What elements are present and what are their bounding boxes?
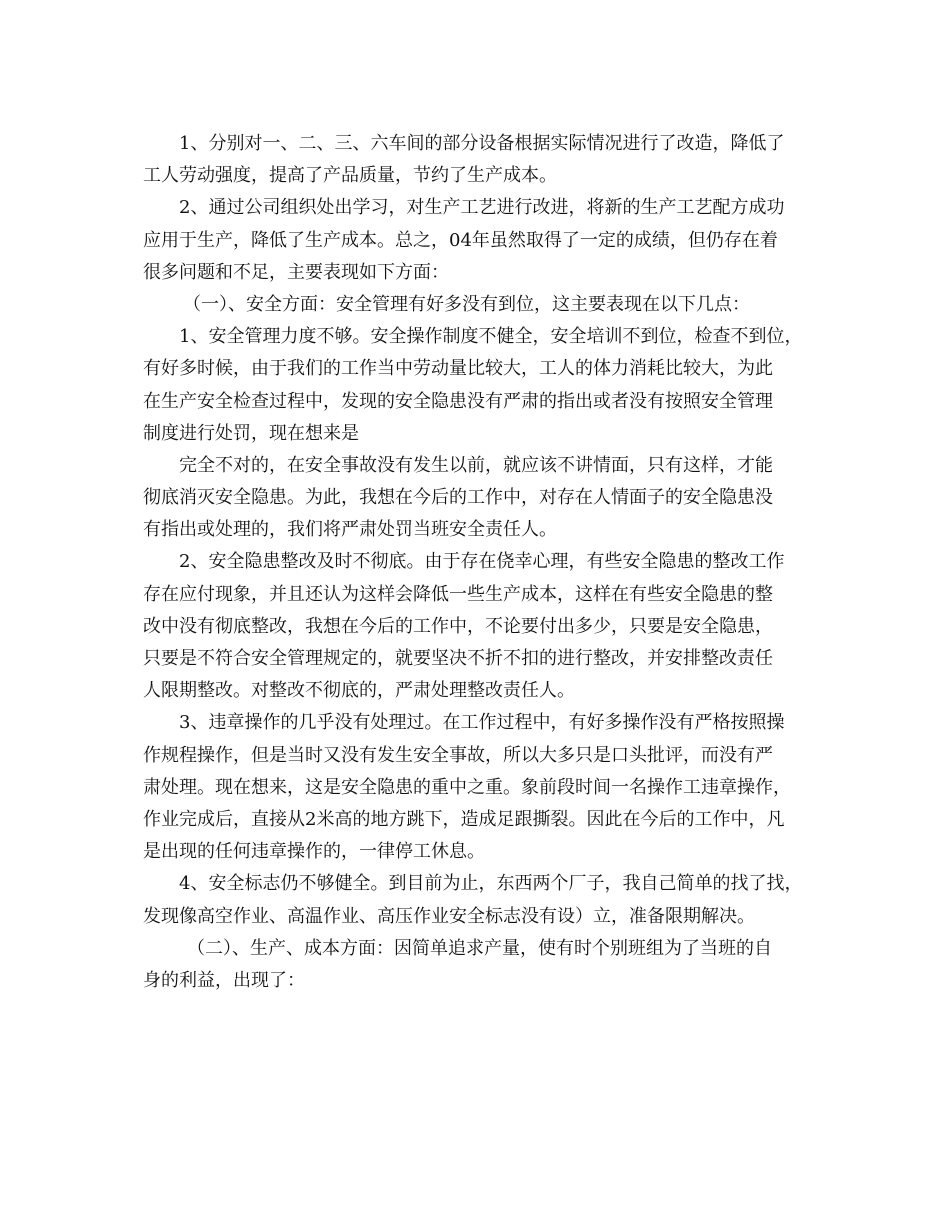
text-line: 完全不对的，在安全事故没有发生以前，就应该不讲情面，只有这样，才能 (179, 454, 773, 476)
text-line: 2、安全隐患整改及时不彻底。由于存在侥幸心理，有些安全隐患的整改工作 (179, 551, 785, 573)
text-line: 4、安全标志仍不够健全。到目前为止，东西两个厂子，我自己简单的找了找， (179, 873, 803, 895)
text-line: 是出现的任何违章操作的，一律停工休息。 (143, 841, 485, 863)
text-line: 有好多时候，由于我们的工作当中劳动量比较大，工人的体力消耗比较大，为此 (143, 358, 773, 380)
text-line: 彻底消灭安全隐患。为此，我想在今后的工作中，对存在人情面子的安全隐患没 (143, 487, 773, 509)
text-line: 很多问题和不足，主要表现如下方面： (143, 261, 449, 283)
text-line: 改中没有彻底整改，我想在今后的工作中，不论要付出多少，只要是安全隐患， (143, 615, 773, 637)
text-line: 作规程操作，但是当时又没有发生安全事故，所以大多只是口头批评，而没有严 (143, 744, 773, 766)
text-line: 只要是不符合安全管理规定的，就要坚决不折不扣的进行整改，并安排整改责任 (143, 648, 773, 669)
text-line: 发现像高空作业、高温作业、高压作业安全标志没有设）立，准备限期解决。 (143, 905, 755, 927)
text-line: 工人劳动强度，提高了产品质量，节约了生产成本。 (143, 165, 557, 187)
text-line: 作业完成后，直接从2米高的地方跳下，造成足跟撕裂。因此在今后的工作中，凡 (143, 808, 785, 830)
text-line: 应用于生产，降低了生产成本。总之，04年虽然取得了一定的成绩，但仍存在着 (143, 229, 778, 251)
document-body (143, 128, 823, 997)
text-line: 在生产安全检查过程中，发现的安全隐患没有严肃的指出或者没有按照安全管理 (143, 390, 773, 412)
text-line: 有指出或处理的，我们将严肃处罚当班安全责任人。 (143, 519, 557, 541)
text-line: 3、违章操作的几乎没有处理过。在工作过程中，有好多操作没有严格按照操 (179, 712, 785, 734)
text-line: 肃处理。现在想来，这是安全隐患的重中之重。象前段时间一名操作工违章操作， (143, 776, 791, 798)
text-line: （一）、安全方面：安全管理有好多没有到位，这主要表现在以下几点： (183, 293, 750, 315)
text-line: 2、通过公司组织处出学习，对生产工艺进行改进，将新的生产工艺配方成功 (179, 197, 785, 219)
text-line: 制度进行处罚，现在想来是 (143, 422, 359, 444)
text-line: （二）、生产、成本方面：因简单追求产量，使有时个别班组为了当班的自 (187, 937, 772, 959)
text-line: 人限期整改。对整改不彻底的，严肃处理整改责任人。 (143, 680, 575, 702)
text-line: 1、分别对一、二、三、六车间的部分设备根据实际情况进行了改造，降低了 (179, 133, 785, 154)
text-line: 身的利益，出现了： (143, 969, 305, 991)
text-line: 存在应付现象，并且还认为这样会降低一些生产成本，这样在有些安全隐患的整 (143, 583, 773, 605)
text-line: 1、安全管理力度不够。安全操作制度不健全，安全培训不到位，检查不到位， (179, 326, 803, 348)
